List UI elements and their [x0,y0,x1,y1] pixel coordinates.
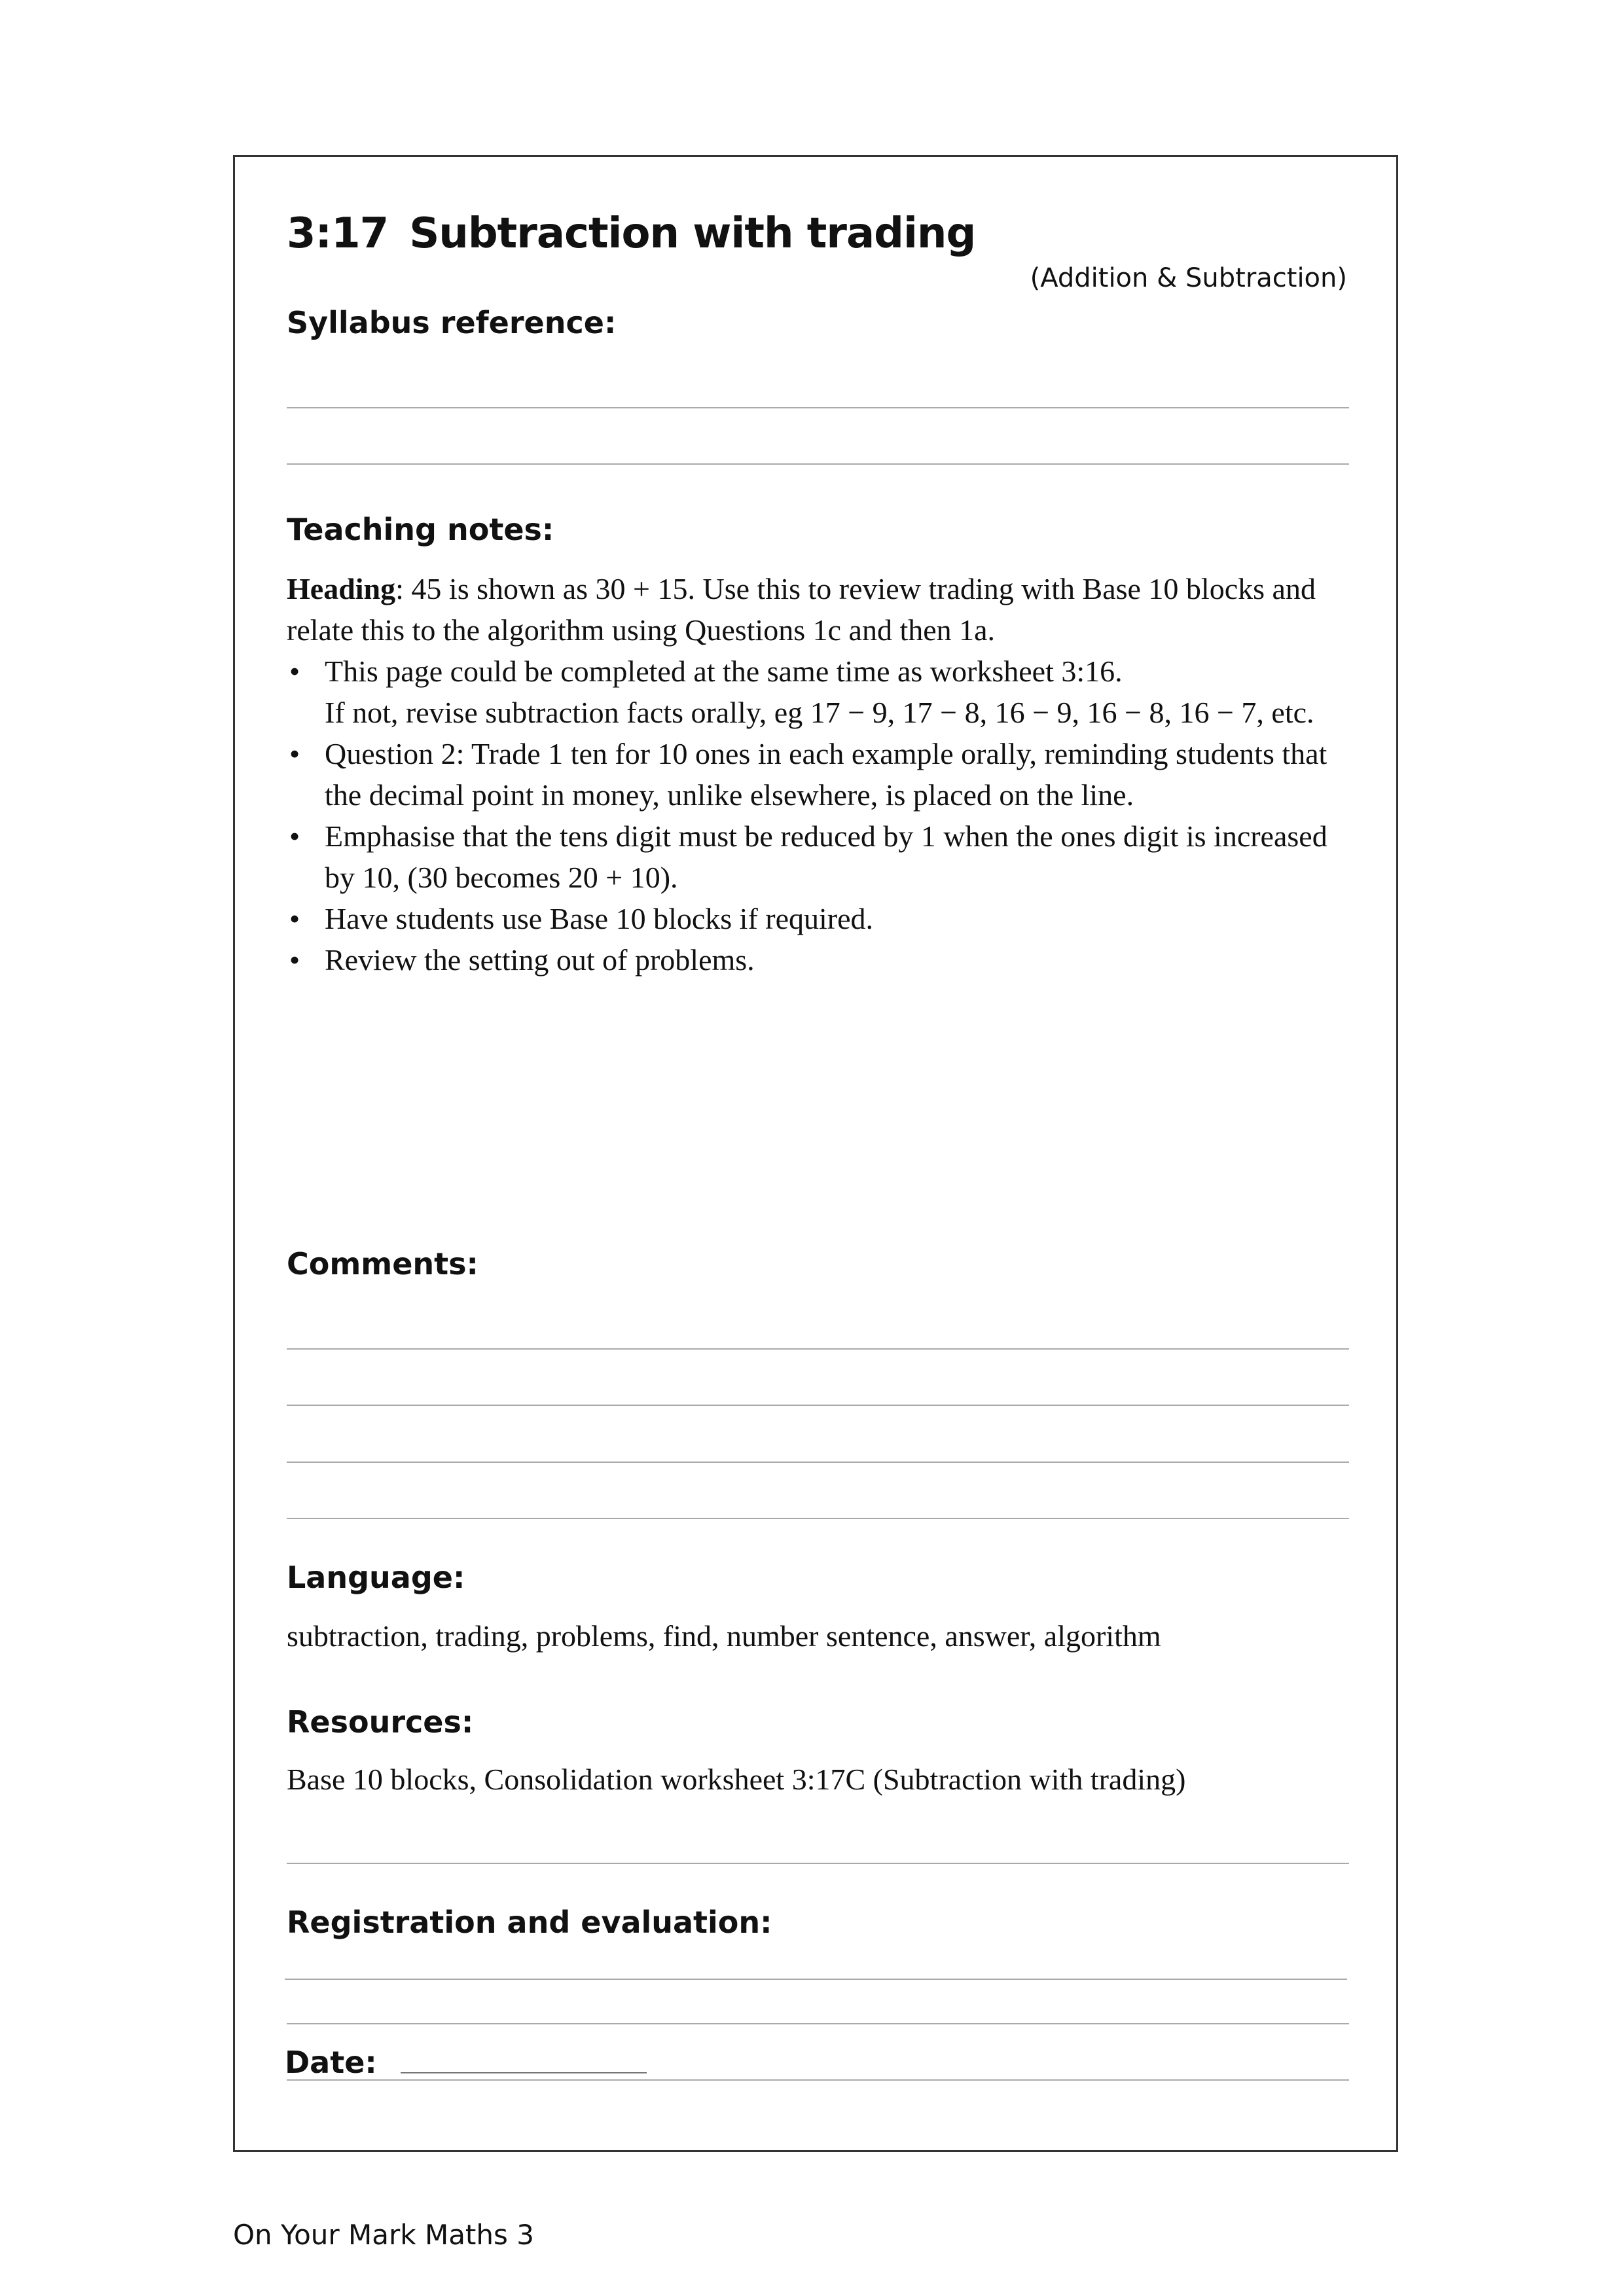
comments-line-4 [287,1518,1349,1519]
teaching-notes-list [287,651,1349,980]
comments-heading: Comments: [287,1246,478,1282]
worksheet-frame [233,155,1398,2152]
comments-line-1 [287,1348,1349,1350]
language-text: subtraction, trading, problems, find, number sentence, answer, algorithm [287,1619,1161,1653]
heading-note-text: : 45 is shown as 30 + 15. Use this to review trading with Base 10 blocks and relate this to the algorithm using Questions 1c and then 1a. [287,572,1316,647]
list-item: • This page could be completed at the same time as worksheet 3:16. If not, revise subtraction facts orally, eg 17 − 9, 17 − 8, 16 − 9, 16 − 8, 16 − 7, etc. [287,651,1349,733]
language-heading: Language: [287,1560,465,1595]
teaching-notes-body [287,568,1349,980]
registration-line-2 [287,2079,1349,2081]
resources-text: Base 10 blocks, Consolidation worksheet 3:17C (Subtraction with trading) [287,1763,1186,1796]
worksheet-number: 3:17 [287,209,389,258]
list-item: • Emphasise that the tens digit must be reduced by 1 when the ones digit is increased by 10, (30 becomes 20 + 10). [287,816,1349,898]
worksheet-title: Subtraction with trading [409,209,976,258]
syllabus-heading: Syllabus reference: [287,305,617,340]
registration-heading: Registration and evaluation: [287,1905,772,1940]
resources-heading: Resources: [287,1704,474,1740]
footer-title: On Your Mark Maths 3 [233,2219,534,2251]
heading-note [287,568,1349,651]
syllabus-line-1 [287,407,1349,408]
page-title [287,209,975,258]
syllabus-line-2 [287,463,1349,465]
resources-line [287,1863,1349,1864]
date-line [401,2072,647,2073]
list-item: • Question 2: Trade 1 ten for 10 ones in each example orally, reminding students that the decimal point in money, unlike elsewhere, is placed on the line. [287,733,1349,816]
registration-line-1 [287,2023,1349,2024]
date-heading: Date: [285,2045,377,2080]
strand-label: (Addition & Subtraction) [1030,263,1347,293]
teaching-notes-heading: Teaching notes: [287,512,554,547]
list-item: • Review the setting out of problems. [287,939,1349,980]
heading-note-label: Heading [287,572,396,605]
comments-line-2 [287,1405,1349,1406]
comments-line-3 [287,1462,1349,1463]
registration-line-3 [285,1979,1347,1980]
list-item: • Have students use Base 10 blocks if required. [287,898,1349,939]
